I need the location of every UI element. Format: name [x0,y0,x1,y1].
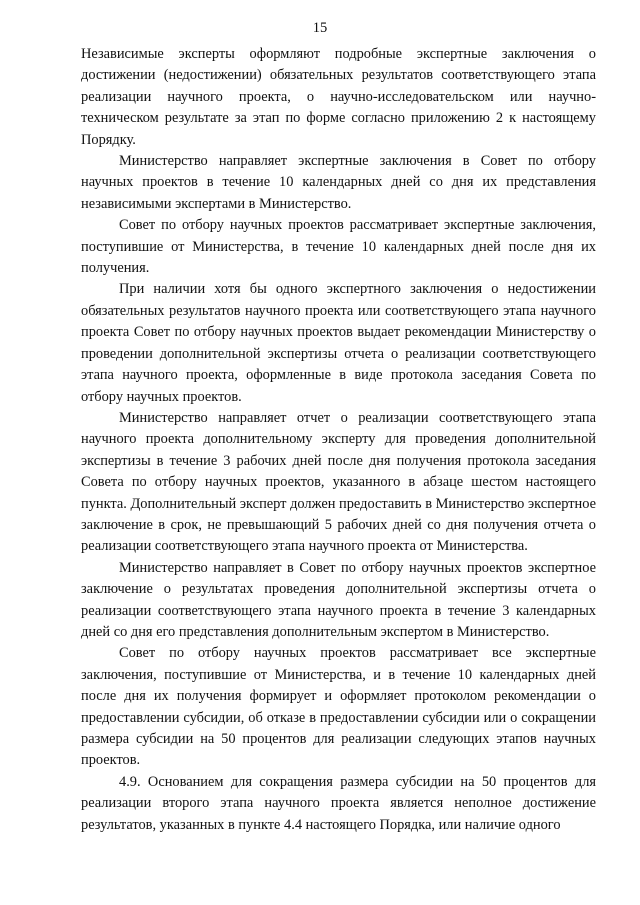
document-body [81,44,596,836]
page-number: 15 [312,20,328,36]
paragraph-additional-expert: Министерство направляет отчет о реализации соответствующего этапа научного проекта дополнительному эксперту для проведения дополнительной экспертизы в течение 3 рабочих дней после дня получения протокола заседания Совета по отбору научных проектов, указанного в абзаце шестом настоящего пункта. Дополнительный эксперт должен предоставить в Министерство экспертное заключение в срок, не превышающий 5 рабочих дней со дня получения отчета о реализации соответствующего этапа научного проекта от Министерства. [81,409,596,555]
paragraph-additional-expertise-recommendation: При наличии хотя бы одного экспертного заключения о недостижении обязательных результатов научного проекта или соответствующего этапа научного проекта Совет по отбору научных проектов выдает рекомендации Министерству о проведении дополнительной экспертизы отчета о реализации соответствующего этапа научного проекта, оформленные в виде протокола заседания Совета по отбору научных проектов. [81,281,596,405]
paragraph-council-recommendations: Совет по отбору научных проектов рассматривает все экспертные заключения, поступившие от Министерства, и в течение 10 календарных дней после дня их получения формирует и оформляет протоколом рекомендации о предоставлении субсидии, об отказе в предоставлении субсидии или о сокращении размера субсидии на 50 процентов для реализации следующих этапов научных проектов. [81,645,596,769]
paragraph-ministry-sends-conclusions: Министерство направляет экспертные заключения в Совет по отбору научных проектов в течение 10 календарных дней со дня их представления независимыми экспертами в Министерство. [81,153,596,212]
paragraph-independent-experts: Независимые эксперты оформляют подробные экспертные заключения о достижении (недостижении) обязательных результатов соответствующего этапа реализации научного проекта, о научно-исследовательском или научно-техническом результате за этап по форме согласно приложению 2 к настоящему Порядку. [81,46,596,148]
paragraph-section-4-9: 4.9. Основанием для сокращения размера субсидии на 50 процентов для реализации второго этапа научного проекта является неполное достижение результатов, указанных в пункте 4.4 настоящего Порядка, или наличие одного [81,773,596,833]
paragraph-council-reviews: Совет по отбору научных проектов рассматривает экспертные заключения, поступившие от Министерства, в течение 10 календарных дней после дня их получения. [81,217,596,277]
paragraph-additional-conclusion-sent: Министерство направляет в Совет по отбору научных проектов экспертное заключение о результатах проведения дополнительной экспертизы отчета о реализации соответствующего этапа научного проекта в течение 3 календарных дней со дня его представления дополнительным экспертом в Министерство. [81,559,596,640]
